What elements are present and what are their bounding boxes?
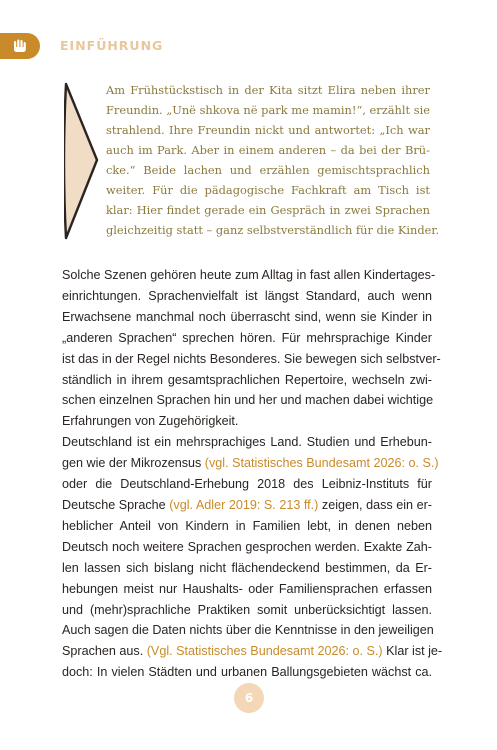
hand-icon [11,37,29,55]
quote-line: Freundin. „Unë shkova në park me mamin!“, erzählt sie [106,103,430,117]
page-number: 6 [244,691,254,705]
body-line [62,411,432,432]
intro-quote [106,80,440,240]
body-text-run: schen einzelnen Sprachen hin und her und machen dabei wichtige [62,393,434,408]
body-text-run: ständlich in ihrem gesamtsprachlichen Repertoire, wechseln zwi- [62,372,432,387]
quote-line: gleichzeitig statt – ganz selbstverständlich für die Kinder. [106,223,440,237]
section-title: EINFÜHRUNG [60,38,164,53]
body-line [62,307,432,328]
quote-line: cke.“ Beide lachen und erzählen gemischtsprachlich [106,163,430,177]
body-text-run: zeigen, dass ein er- [318,497,432,512]
body-text-run: Deutsch noch weitere Sprachen gesprochen werden. Exakte Zah- [62,539,432,554]
body-text-run: einrichtungen. Sprachenvielfalt ist längst Standard, auch wenn [62,288,432,303]
citation: (vgl. Adler 2019: S. 213 ff.) [169,497,319,512]
body-text-run: ist das in der Regel nichts Besonderes. Sie bewegen sich selbstver- [62,351,441,366]
body-line [62,349,441,370]
body-line [62,265,436,286]
body-text-run: „anderen Sprachen“ sprechen hören. Für mehrsprachige Kinder [62,330,432,345]
body-text-run: gen wie der Mikrozensus [62,456,205,471]
quote-line: klar: Hier findet gerade ein Gespräch in zwei Sprachen [106,203,430,217]
page-number-badge [234,683,264,713]
body-text-run: Erfahrungen von Zugehörigkeit. [62,414,239,429]
citation: (vgl. Statistisches Bundesamt 2026: o. S.) [204,456,439,471]
quote-line: weiter. Für die pädagogische Fachkraft am Tisch ist [106,183,430,197]
body-line [62,537,432,558]
body-line [62,286,432,307]
body-line [62,495,432,516]
body-text-run: Solche Szenen gehören heute zum Alltag in fast allen Kindertages- [62,268,436,282]
body-line [62,390,432,411]
body-line [62,558,432,579]
body-text-run: len lassen sich bislang nicht flächendeckend bestimmen, da Er- [62,560,432,575]
body-line [62,662,432,683]
quote-line: strahlend. Ihre Freundin nickt und antwortet: „Ich war [106,123,430,137]
quote-line: Am Frühstückstisch in der Kita sitzt Elira neben ihrer [106,83,430,97]
body-line [62,474,432,495]
body-text-run: doch: In vielen Städten und urbanen Ballungsgebieten wächst ca. [62,665,432,680]
body-line [62,641,443,662]
quote-line: auch im Park. Aber in einem anderen – da bei der Brü- [106,143,430,157]
body-text-run: Auch sagen die Daten nichts über die Kenntnisse in den jeweiligen [62,623,434,638]
section-tab-marker [0,33,40,59]
body-line [62,328,432,349]
quote-decoration [64,82,100,242]
body-line [62,370,432,391]
citation: (Vgl. Statistisches Bundesamt 2026: o. S.) [146,644,383,659]
body-text-run: Deutsche Sprache [62,497,170,512]
body-line [62,516,432,537]
body-text-run: oder die Deutschland-Erhebung 2018 des Leibniz-Instituts für [62,477,432,492]
body-text-run: Deutschland ist ein mehrsprachiges Land. Studien und Erhebun- [62,435,432,450]
body-text-run: hebungen meist nur Haushalts- oder Familiensprachen erfassen [62,581,432,596]
body-paragraphs [62,265,443,683]
body-text-run: heblicher Anteil von Kindern in Familien lebt, in denen neben [62,518,432,533]
body-line [62,600,432,621]
body-text-run: Sprachen aus. [62,644,147,659]
body-text-run: und (mehr)sprachliche Praktiken somit unberücksichtigt lassen. [62,602,432,617]
body-line [62,453,439,474]
body-text-run: Erwachsene manchmal noch überrascht sind, wenn sie Kinder in [62,309,432,324]
body-text-run: Klar ist je- [382,644,443,659]
body-line [62,620,432,641]
body-line [62,432,432,453]
body-line [62,579,432,600]
